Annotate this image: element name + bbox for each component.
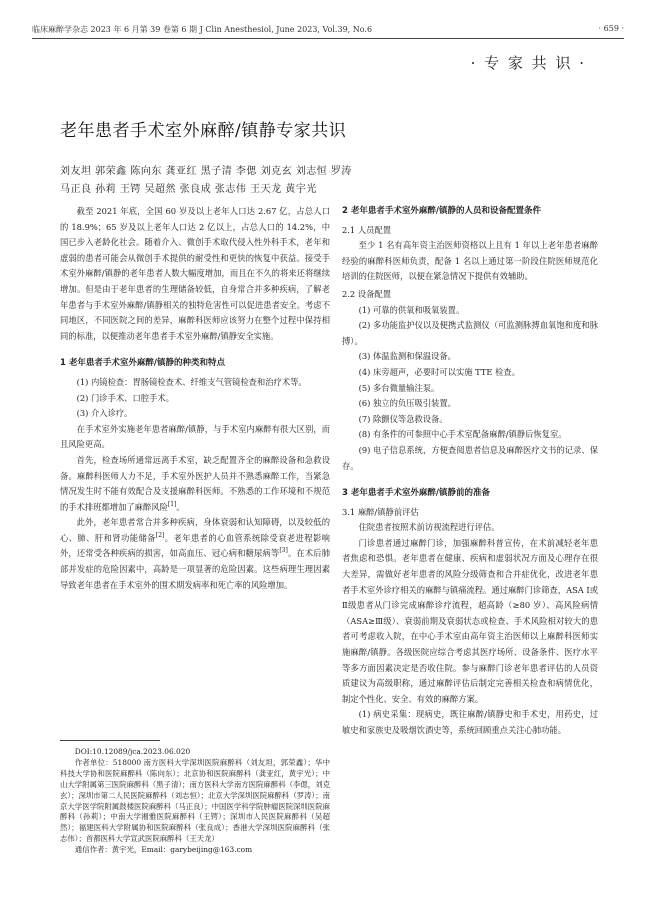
article-title: 老年患者手术室外麻醉/镇静专家共识 xyxy=(60,121,347,141)
citation-ref[interactable]: [1] xyxy=(167,500,177,508)
subsection-3-1-heading: 3.1 麻醉/镇静前评估 xyxy=(342,506,419,517)
affiliation: 作者单位：518000 南方医科大学深圳医院麻醉科（刘友坦，郭荣鑫）；华中科技大学协和医院麻醉科（陈向东）；北京协和医院麻醉科（龚亚红，黄宇光）；中山大学附属第三医院麻醉科（黑子清）；南方医科大学南方医院麻醉科（李偲，刘克玄）；深圳市第二人民医院麻醉科（刘志恒）；北京大学深圳医院麻醉科（罗涛）；南京大学医学院附属鼓楼医院麻醉科（马正良）；中国医学科学院肿瘤医院深圳医院麻醉科（孙莉）；中南大学湘雅医院麻醉科（王锷）；深圳市人民医院麻醉科（吴超然）；福建医科大学附属协和医院麻醉科（张良成）；香港大学深圳医院麻醉科（张志伟）；首都医科大学宣武医院麻醉科（王天龙） xyxy=(60,757,330,844)
author-line-1: 刘友坦 郭荣鑫 陈向东 龚亚红 黑子清 李偲 刘克玄 刘志恒 罗涛 xyxy=(60,166,352,177)
list-item: (1) 可靠的供氧和吸氧装置。 xyxy=(358,304,465,315)
list-item: (8) 有条件的可参照中心手术室配备麻醉/镇静后恢复室。 xyxy=(358,429,567,440)
list-item: (9) 电子信息系统，方便查阅患者信息及麻醉医疗文书的记录、保存。 xyxy=(342,444,598,471)
corresponding-author: 通信作者：黄宇光，Email：garybeijing@163.com xyxy=(74,845,253,855)
citation-ref[interactable]: [2] xyxy=(155,532,165,540)
page-number: · 659 · xyxy=(598,24,624,33)
list-item: (4) 床旁超声，必要时可以实施 TTE 检查。 xyxy=(358,366,520,377)
header-rule xyxy=(32,38,624,39)
intro-paragraph: 截至 2021 年底，全国 60 岁及以上老年人口达 2.67 亿，占总人口的 18.9%；65 岁及以上老年人口达 2 亿以上，占总人口的 14.2%，中国已步入老龄化社会。随着介入、微创手术取代侵入性外科手术，老年和虚弱的患者可能会从微创手术提供的耐受性和更快的恢复中获益。接受手术室外麻醉/镇静的老年患者人数大幅度增加，而且在不久的将来还将继续增加。但是由于老年患者的生理储备较低，自身常合并多种疾病，了解老年患者与手术室外麻醉/镇静相关的独特危害性可以促进患者安全。考虑不同地区，不同医院之间的差异，麻醉科医师应该努力在整个过程中保持相同的标准，以便推动老年患者手术室外麻醉/镇静安全实施。 xyxy=(60,206,330,341)
section-3-heading: 3 老年患者手术室外麻醉/镇静前的准备 xyxy=(342,488,490,499)
subsection-2-1-heading: 2.1 人员配置 xyxy=(342,224,392,235)
citation-ref[interactable]: [3] xyxy=(279,547,288,555)
author-line-2: 马正良 孙莉 王锷 吴超然 张良成 张志伟 王天龙 黄宇光 xyxy=(60,184,317,195)
list-item: (2) 多功能监护仪以及便携式监测仪（可监测脉搏血氧饱和度和脉搏）。 xyxy=(342,320,598,346)
section-1-paragraph: 首先，检查场所通常远离手术室，缺乏配置齐全的麻醉设备和急救设备。麻醉科医师人力不足，手术室外医护人员并不熟悉麻醉工作，当紧急情况发生时不能有效配合及支援麻醉科医师。不熟悉的工作环境和不规范的手术排班都增加了麻醉风险[1]。 xyxy=(60,454,330,512)
journal-citation: 临床麻醉学杂志 2023 年 6 月第 39 卷第 6 期 J Clin Anesthesiol, June 2023, Vol.39, No.6 xyxy=(32,25,373,34)
subsection-3-1-paragraph: 住院患者按照术前访视流程进行评估。 xyxy=(358,522,500,533)
subsection-3-1-paragraph: (1) 病史采集：现病史，既往麻醉/镇静史和手术史，用药史，过敏史和家族史及吸烟饮酒史等，系统回顾重点关注心肺功能。 xyxy=(342,709,598,735)
list-item: (1) 内镜检查：胃肠镜检查术、纤维支气管镜检查和治疗术等。 xyxy=(76,376,307,387)
section-1-heading: 1 老年患者手术室外麻醉/镇静的种类和特点 xyxy=(60,358,225,369)
list-item: (5) 多台微量输注泵。 xyxy=(358,382,440,393)
subsection-3-1-paragraph: 门诊患者通过麻醉门诊，加强麻醉科普宣传，在术前减轻老年患者焦虑和恐惧。老年患者在健康、疾病和虚弱状况方面及心理存在很大差异，需做好老年患者的风险分级筛查和合并症优化，改进老年患者手术室外诊疗相关的麻醉与镇痛流程。通过麻醉门诊筛查，ASA Ⅰ或Ⅱ级患者从门诊完成麻醉诊疗流程，超高龄（≥80 岁）、高风险病情（ASA≥Ⅲ级）、衰弱前期及衰弱状态或检查、手术风险相对较大的患者可考虑收入院，在中心手术室由高年资主治医师以上麻醉科医师实施麻醉/镇静。各级医院应综合考虑其医疗场所、设备条件、医疗水平等多方面因素决定是否收住院。参与麻醉门诊老年患者评估的人员资质建议为高级职称，通过麻醉评估后制定完善相关检查和病情优化，制定个性化、安全、有效的麻醉方案。 xyxy=(342,537,598,704)
list-item: (2) 门诊手术、口腔手术。 xyxy=(76,392,174,403)
section-tag: · 专 家 共 识 · xyxy=(470,54,586,72)
subsection-2-1-paragraph: 至少 1 名有高年资主治医师资格以上且有 1 年以上老年患者麻醉经验的麻醉科医师负责，配备 1 名以上通过第一阶段住院医师规范化培训的住院医师，以便在紧急情况下提供有效辅助。 xyxy=(342,240,598,282)
doi[interactable]: DOI:10.12089/jca.2023.06.020 xyxy=(74,747,191,756)
right-column xyxy=(342,204,598,739)
list-item: (6) 独立的负压吸引装置。 xyxy=(358,398,456,409)
section-2-heading: 2 老年患者手术室外麻醉/镇静的人员和设备配置条件 xyxy=(342,206,541,216)
section-1-paragraph: 此外，老年患者常合并多种疾病，身体衰弱和认知障碍，以及较低的心、肺、肝和肾功能储备[2]。老年患者的心血管系统除受衰老进程影响外，还常受各种疾病的损害，如高血压、冠心病和糖尿病等[3]。在术后肺部并发症的危险因素中，高龄是一项显著的危险因素。这些病理生理因素导致老年患者在手术室外的围术期发病率和死亡率的风险增加。 xyxy=(60,517,330,590)
list-item: (7) 除颤仪等急救设备。 xyxy=(358,413,448,424)
left-column xyxy=(60,204,330,593)
list-item: (3) 体温监测和保温设备。 xyxy=(358,351,456,362)
footnote-rule xyxy=(60,740,160,741)
list-item: (3) 介入诊疗。 xyxy=(76,408,133,419)
subsection-2-2-heading: 2.2 设备配置 xyxy=(342,288,392,299)
section-1-paragraph: 在手术室外实施老年患者麻醉/镇静，与手术室内麻醉有很大区别，而且风险更高。 xyxy=(60,423,330,450)
footnote xyxy=(60,747,330,856)
